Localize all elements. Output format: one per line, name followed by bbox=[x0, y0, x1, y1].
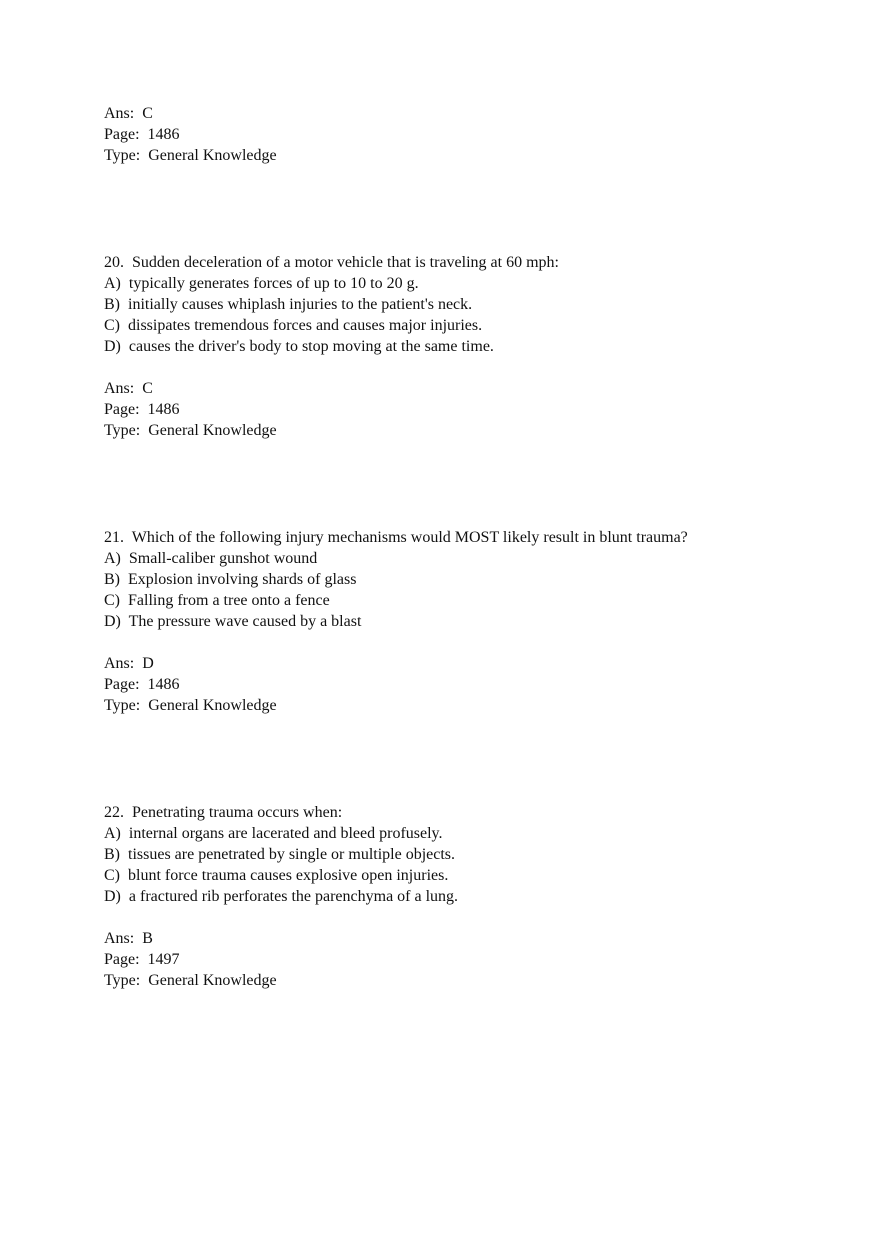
question-stem: 22. Penetrating trauma occurs when: bbox=[104, 804, 343, 821]
question-stem: 20. Sudden deceleration of a motor vehicle that is traveling at 60 mph: bbox=[104, 254, 559, 271]
type-line: Type: General Knowledge bbox=[104, 422, 277, 439]
page-line: Page: 1486 bbox=[104, 126, 180, 143]
question-stem: 21. Which of the following injury mechanisms would MOST likely result in blunt trauma? bbox=[104, 529, 688, 546]
option-b: B) Explosion involving shards of glass bbox=[104, 571, 357, 588]
page-line: Page: 1497 bbox=[104, 951, 180, 968]
option-d: D) a fractured rib perforates the parenchyma of a lung. bbox=[104, 888, 459, 905]
option-a: A) internal organs are lacerated and bleed profusely. bbox=[104, 825, 443, 842]
answer-line: Ans: B bbox=[104, 930, 153, 947]
option-c: C) Falling from a tree onto a fence bbox=[104, 592, 330, 609]
type-line: Type: General Knowledge bbox=[104, 972, 277, 989]
option-a: A) typically generates forces of up to 10 to 20 g. bbox=[104, 275, 419, 292]
option-b: B) initially causes whiplash injuries to the patient's neck. bbox=[104, 296, 473, 313]
type-line: Type: General Knowledge bbox=[104, 147, 277, 164]
option-d: D) The pressure wave caused by a blast bbox=[104, 613, 362, 630]
page-line: Page: 1486 bbox=[104, 676, 180, 693]
option-c: C) blunt force trauma causes explosive open injuries. bbox=[104, 867, 449, 884]
option-c: C) dissipates tremendous forces and causes major injuries. bbox=[104, 317, 483, 334]
option-a: A) Small-caliber gunshot wound bbox=[104, 550, 318, 567]
answer-line: Ans: C bbox=[104, 380, 153, 397]
answer-line: Ans: C bbox=[104, 105, 153, 122]
type-line: Type: General Knowledge bbox=[104, 697, 277, 714]
answer-line: Ans: D bbox=[104, 655, 154, 672]
page-line: Page: 1486 bbox=[104, 401, 180, 418]
option-b: B) tissues are penetrated by single or multiple objects. bbox=[104, 846, 456, 863]
option-d: D) causes the driver's body to stop moving at the same time. bbox=[104, 338, 494, 355]
